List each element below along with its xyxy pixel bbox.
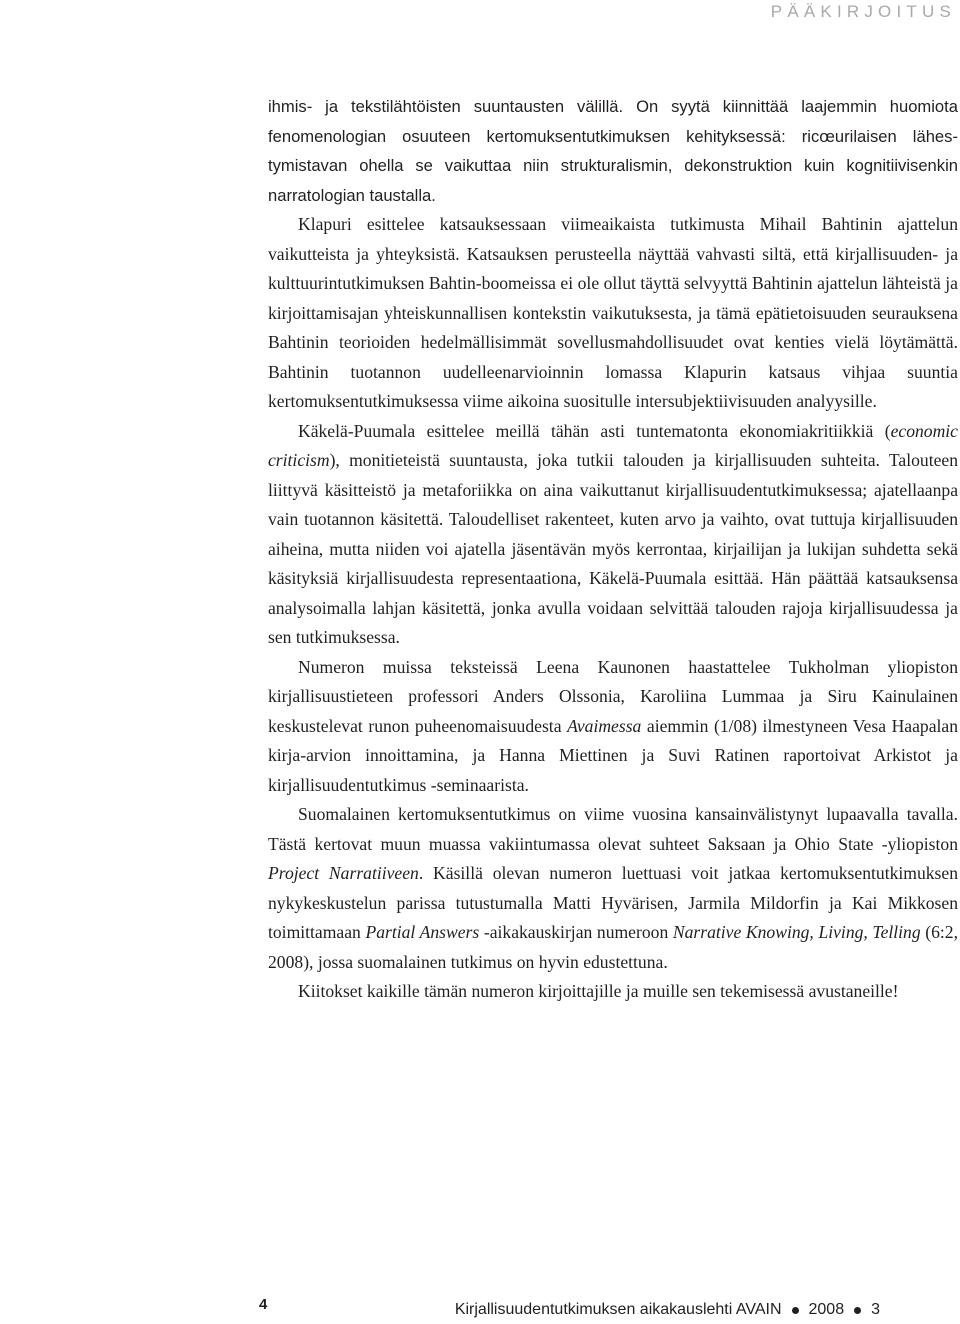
text-run: -aikakauskirjan numeroon xyxy=(479,922,673,942)
paragraph-1 xyxy=(268,92,958,210)
text-run: Suomalainen kertomuksentutkimus on viime vuosina kansainvälistynyt lupaavalla tavalla. Tästä kertovat muun muassa vakiintumassa olevat suhteet Saksaan ja Ohio State -yliopiston xyxy=(268,804,958,854)
paragraph-3 xyxy=(268,417,958,653)
journal-issue: 3 xyxy=(871,1301,880,1318)
italic-term: Partial Answers xyxy=(365,922,480,942)
footer xyxy=(455,1301,880,1319)
text-run: Numeron muissa teksteissä Leena Kaunonen haastattelee Tukholman yliopiston kirjallisuustieteen professori Anders Olssonia, Karoliina Lummaa ja Siru Kainulainen keskustelevat runon puheenomaisuudesta xyxy=(268,656,958,736)
text-run: Klapuri esittelee katsauksessaan viimeaikaista tutkimusta Mihail Bahtinin ajattelun vaikutteista ja yhteyksistä. Katsauksen perusteella näyttää vahvasti siltä, että kirjallisuuden- ja kulttuurintutkimuksen Bahtin-boomeissa ei ole ollut täyttä selvyyttä Bahtinin ajattelun lähteistä ja kirjoittamisajan yhteiskunnallisen kontekstin vaikutuksesta, ja tämä epätietoisuuden seurauksena Bahtinin teorioiden hedelmällisimmät sovellusmahdollisuudet ovat kenties vielä löytämättä. Bahtinin tuotannon uudelleenarvioinnin lomassa Klapurin katsaus vihjaa suuntia kertomuksentutkimuksessa viime aikoina suositulle intersubjektiivisuuden analyysille. xyxy=(268,214,958,411)
journal-year: 2008 xyxy=(808,1301,845,1318)
article-body xyxy=(268,92,958,1007)
page-number: 4 xyxy=(259,1296,268,1313)
text-run: aiemmin (1/08) ilmestyneen Vesa Haapalan kirja-arvion innoittamina, ja Hanna Miettinen ja Suvi Ratinen raportoivat Arkistot ja kirjallisuudentutkimus -seminaarista. xyxy=(268,715,958,795)
text-run: Kiitokset kaikille tämän numeron kirjoittajille ja muille sen tekemisessä avustaneille! xyxy=(298,981,899,1001)
paragraph-4 xyxy=(268,653,958,801)
italic-term: Avaimessa xyxy=(567,715,642,736)
text-run: Käkelä-Puumala esittelee meillä tähän asti tuntematonta ekonomiakritiikkiä ( xyxy=(298,420,891,441)
italic-term: Project Narratiiveen xyxy=(268,863,419,883)
paragraph-2 xyxy=(268,210,958,417)
section-label: PÄÄKIRJOITUS xyxy=(770,2,956,21)
bullet-icon xyxy=(792,1307,799,1314)
paragraph-6 xyxy=(268,977,958,1007)
text-run: ), monitieteistä suuntausta, joka tutkii talouden ja kirjallisuuden suhteita. Talouteen liittyvä käsitteistö ja metaforiikka on aina vaikuttanut kirjallisuudentutkimuksessa; ajatellaanpa vain tuotannon käsitettä. Taloudelliset rakenteet, kuten arvo ja vaihto, ovat tuttuja kirjallisuuden aiheina, mutta niiden voi ajatella jäsentävän myös kerrontaa, kirjailijan ja lukijan suhdetta sekä käsityksiä kirjallisuudesta representaationa, Käkelä-Puumala esittää. Hän päättää katsauksensa analysoimalla lahjan käsitettä, jonka avulla voidaan selvittää talouden rajoja kirjallisuudessa ja sen tutkimuksessa. xyxy=(268,450,958,647)
italic-term: economic criticism xyxy=(268,420,958,470)
text-run: ihmis- ja tekstilähtöisten suuntausten välillä. On syytä kiinnittää laajemmin huomiota fenomenologian osuuteen kertomuksentutkimuksen kehityksessä: ricœurilaisen lähestymistavan ohella se vaikuttaa niin strukturalismin, dekonstruktion kuin kognitiivisenkin narratologian taustalla. xyxy=(268,97,958,205)
bullet-icon xyxy=(854,1307,861,1314)
paragraph-5 xyxy=(268,800,958,977)
journal-name: Kirjallisuudentutkimuksen aikakauslehti AVAIN xyxy=(454,1301,782,1318)
text-run: (6:2, 2008), jossa suomalainen tutkimus on hyvin edustettuna. xyxy=(268,922,959,972)
italic-term: Narrative Knowing, Living, Telling xyxy=(672,922,921,942)
text-run: . Käsillä olevan numeron luettuasi voit jatkaa kertomuksentutkimuksen nykykeskustelun parissa tutustumalla Matti Hyvärisen, Jarmila Mildorfin ja Kai Mikkosen toimittamaan xyxy=(268,863,958,942)
